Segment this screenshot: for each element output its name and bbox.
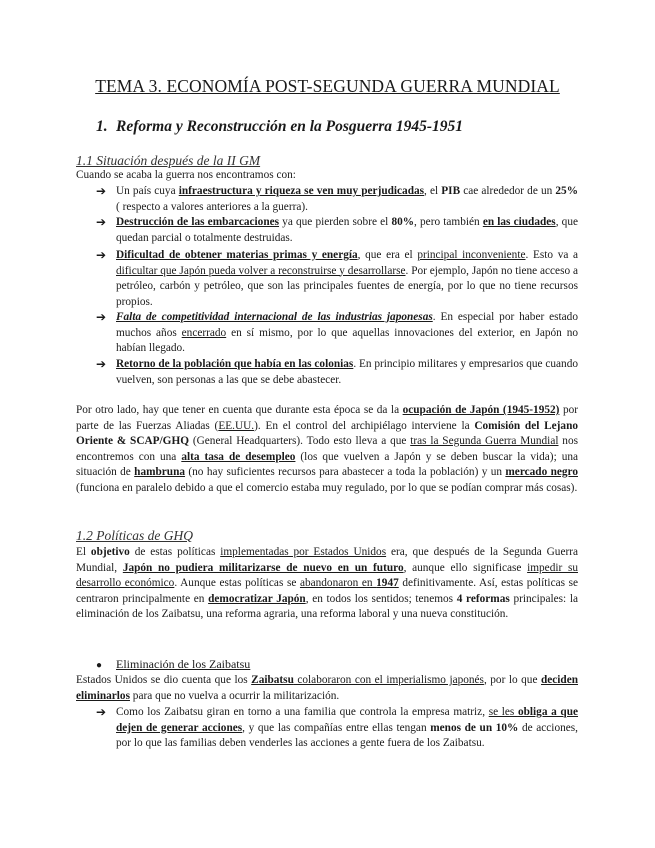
bullet-item: ➔ Falta de competitividad internacional de las industrias japonesas. En especial por haber estado muchos años encerrado en sí mismo, por lo que aquellas innovaciones del exterior, en Japón no habían llegado. <box>96 310 579 354</box>
subsection-heading-1: 1.1 Situación después de la II GM <box>76 153 261 168</box>
bullet-item: ➔ Destrucción de las embarcaciones ya que pierden sobre el 80%, pero también en las ciudades, que quedan parcial o totalmente destruidas. <box>96 215 578 244</box>
arrow-icon: ➔ <box>96 705 107 719</box>
bullet-dot-icon: ● <box>96 660 103 671</box>
section-number: 1. <box>96 118 108 135</box>
arrow-icon: ➔ <box>96 248 107 262</box>
bullet-item: ➔ Un país cuya infraestructura y riqueza se ven muy perjudicadas, el PIB cae alrededor de un 25% ( respecto a valores anteriores a la guerra). <box>96 184 578 213</box>
arrow-icon: ➔ <box>96 215 107 229</box>
arrow-icon: ➔ <box>96 310 107 324</box>
subsection-heading-2: 1.2 Políticas de GHQ <box>76 528 193 543</box>
section-heading <box>96 118 463 136</box>
page-title: TEMA 3. ECONOMÍA POST-SEGUNDA GUERRA MUNDIAL <box>95 76 560 96</box>
paragraph: Por otro lado, hay que tener en cuenta que durante esta época se da la ocupación de Japón (1945-1952) por parte de las Fuerzas Aliadas (EE.UU.). En el control del archipiélago interviene la Comisión del Lejano Oriente & SCAP/GHQ (General Headquarters). Todo esto lleva a que tras la Segunda Guerra Mundial nos encontremos con una alta tasa de desempleo (los que vuelven a Japón y se deben buscar la vida); una situación de hambruna (no hay suficientes recursos para abastecer a toda la población) y un mercado negro (funciona en paralelo debido a que el comercio estaba muy regulado, por lo que se podían comprar más cosas). <box>76 404 579 494</box>
paragraph: Estados Unidos se dio cuenta que los Zaibatsu colaboraron con el imperialismo japonés, por lo que deciden eliminarlos para que no vuelva a ocurrir la militarización. <box>76 674 579 702</box>
arrow-icon: ➔ <box>96 184 107 198</box>
bullet-item: ➔ Como los Zaibatsu giran en torno a una familia que controla la empresa matriz, se les obliga a que dejen de generar acciones, y que las compañías entre ellas tengan menos de un 10% de acciones, por lo que las familias deben venderles las acciones a gente fuera de los Zaibatsu. <box>96 705 579 749</box>
section-title: Reforma y Reconstrucción en la Posguerra 1945-1951 <box>116 118 464 135</box>
bullet-item: ➔ Retorno de la población que había en las colonias. En principio militares y empresarios que cuando vuelven, son personas a las que se debe abastecer. <box>96 357 578 386</box>
bullet-item: ➔ Dificultad de obtener materias primas y energía, que era el principal inconveniente. Esto va a dificultar que Japón pueda volver a reconstruirse y desarrollarse. Por ejemplo, Japón no tiene acceso a petróleo, carbón y petróleo, que son las principales fuentes de energía, por lo que no tiene recursos propios. <box>96 248 579 308</box>
list-item <box>96 656 250 674</box>
intro-text: Cuando se acaba la guerra nos encontramos con: <box>76 169 296 181</box>
list-item-label: Eliminación de los Zaibatsu <box>116 657 251 671</box>
paragraph: El objetivo de estas políticas implementadas por Estados Unidos era, que después de la Segunda Guerra Mundial, Japón no pudiera militarizarse de nuevo en un futuro, aunque ello significase impedir su desarrollo económico. Aunque estas políticas se abandonaron en 1947 definitivamente. Así, estas políticas se centraron principalmente en democratizar Japón, en todos los sentidos; tenemos 4 reformas principales: la eliminación de los Zaibatsu, una reforma agraria, una reforma laboral y una nueva constitución. <box>76 546 578 620</box>
arrow-icon: ➔ <box>96 357 107 371</box>
